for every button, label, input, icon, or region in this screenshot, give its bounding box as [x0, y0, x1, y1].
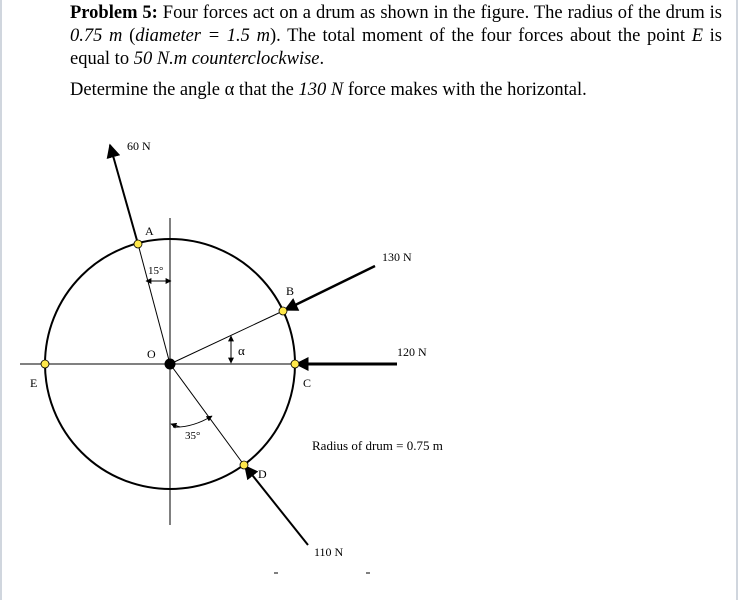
force-arrow-110n	[245, 466, 308, 545]
problem-point: E	[691, 26, 703, 46]
problem-paren: (	[122, 26, 136, 46]
radius-line-ob	[170, 311, 283, 364]
point-a-marker	[134, 240, 142, 248]
label-angle-alpha: α	[238, 343, 245, 358]
radius-line-od	[170, 364, 244, 465]
force-arrow-130n	[285, 266, 375, 310]
point-c-marker	[291, 360, 299, 368]
problem-label: Problem 5:	[70, 3, 158, 23]
point-b-marker	[279, 307, 287, 315]
force-arrow-60n	[110, 145, 138, 244]
label-point-o: O	[147, 347, 156, 361]
problem-text-2: ). The total moment of the four forces about the point	[269, 26, 692, 46]
label-130n: 130 N	[382, 250, 412, 264]
question-text-2: force makes with the horizontal.	[343, 80, 587, 100]
radius-note: Radius of drum = 0.75 m	[312, 438, 443, 453]
label-angle-15: 15°	[148, 265, 164, 277]
angle-35-arc	[173, 416, 212, 427]
label-point-d: D	[258, 467, 267, 481]
problem-diameter: diameter = 1.5 m	[135, 26, 270, 46]
radius-line-oa	[138, 244, 170, 364]
label-120n: 120 N	[397, 345, 427, 359]
question-force: 130 N	[298, 80, 344, 100]
label-angle-35: 35°	[185, 430, 201, 442]
problem-text-1: Four forces act on a drum as shown in the figure. The radius of the drum is	[157, 3, 723, 23]
label-point-e: E	[30, 376, 38, 390]
point-e-marker	[41, 360, 49, 368]
label-60n: 60 N	[127, 139, 151, 153]
label-110n: 110 N	[314, 545, 344, 559]
center-point-o	[165, 359, 176, 370]
point-d-marker	[240, 461, 248, 469]
problem-moment: 50 N.m counterclockwise	[133, 49, 320, 69]
problem-text-4: .	[319, 49, 325, 69]
problem-text-3: is equal to	[70, 26, 722, 69]
question-text-1: Determine the angle α that the	[70, 80, 299, 100]
angle-35-arrow-left	[171, 424, 180, 427]
label-point-a: A	[145, 224, 154, 238]
label-point-c: C	[303, 376, 312, 390]
label-point-b: B	[286, 284, 295, 298]
problem-radius: 0.75 m	[70, 26, 123, 46]
